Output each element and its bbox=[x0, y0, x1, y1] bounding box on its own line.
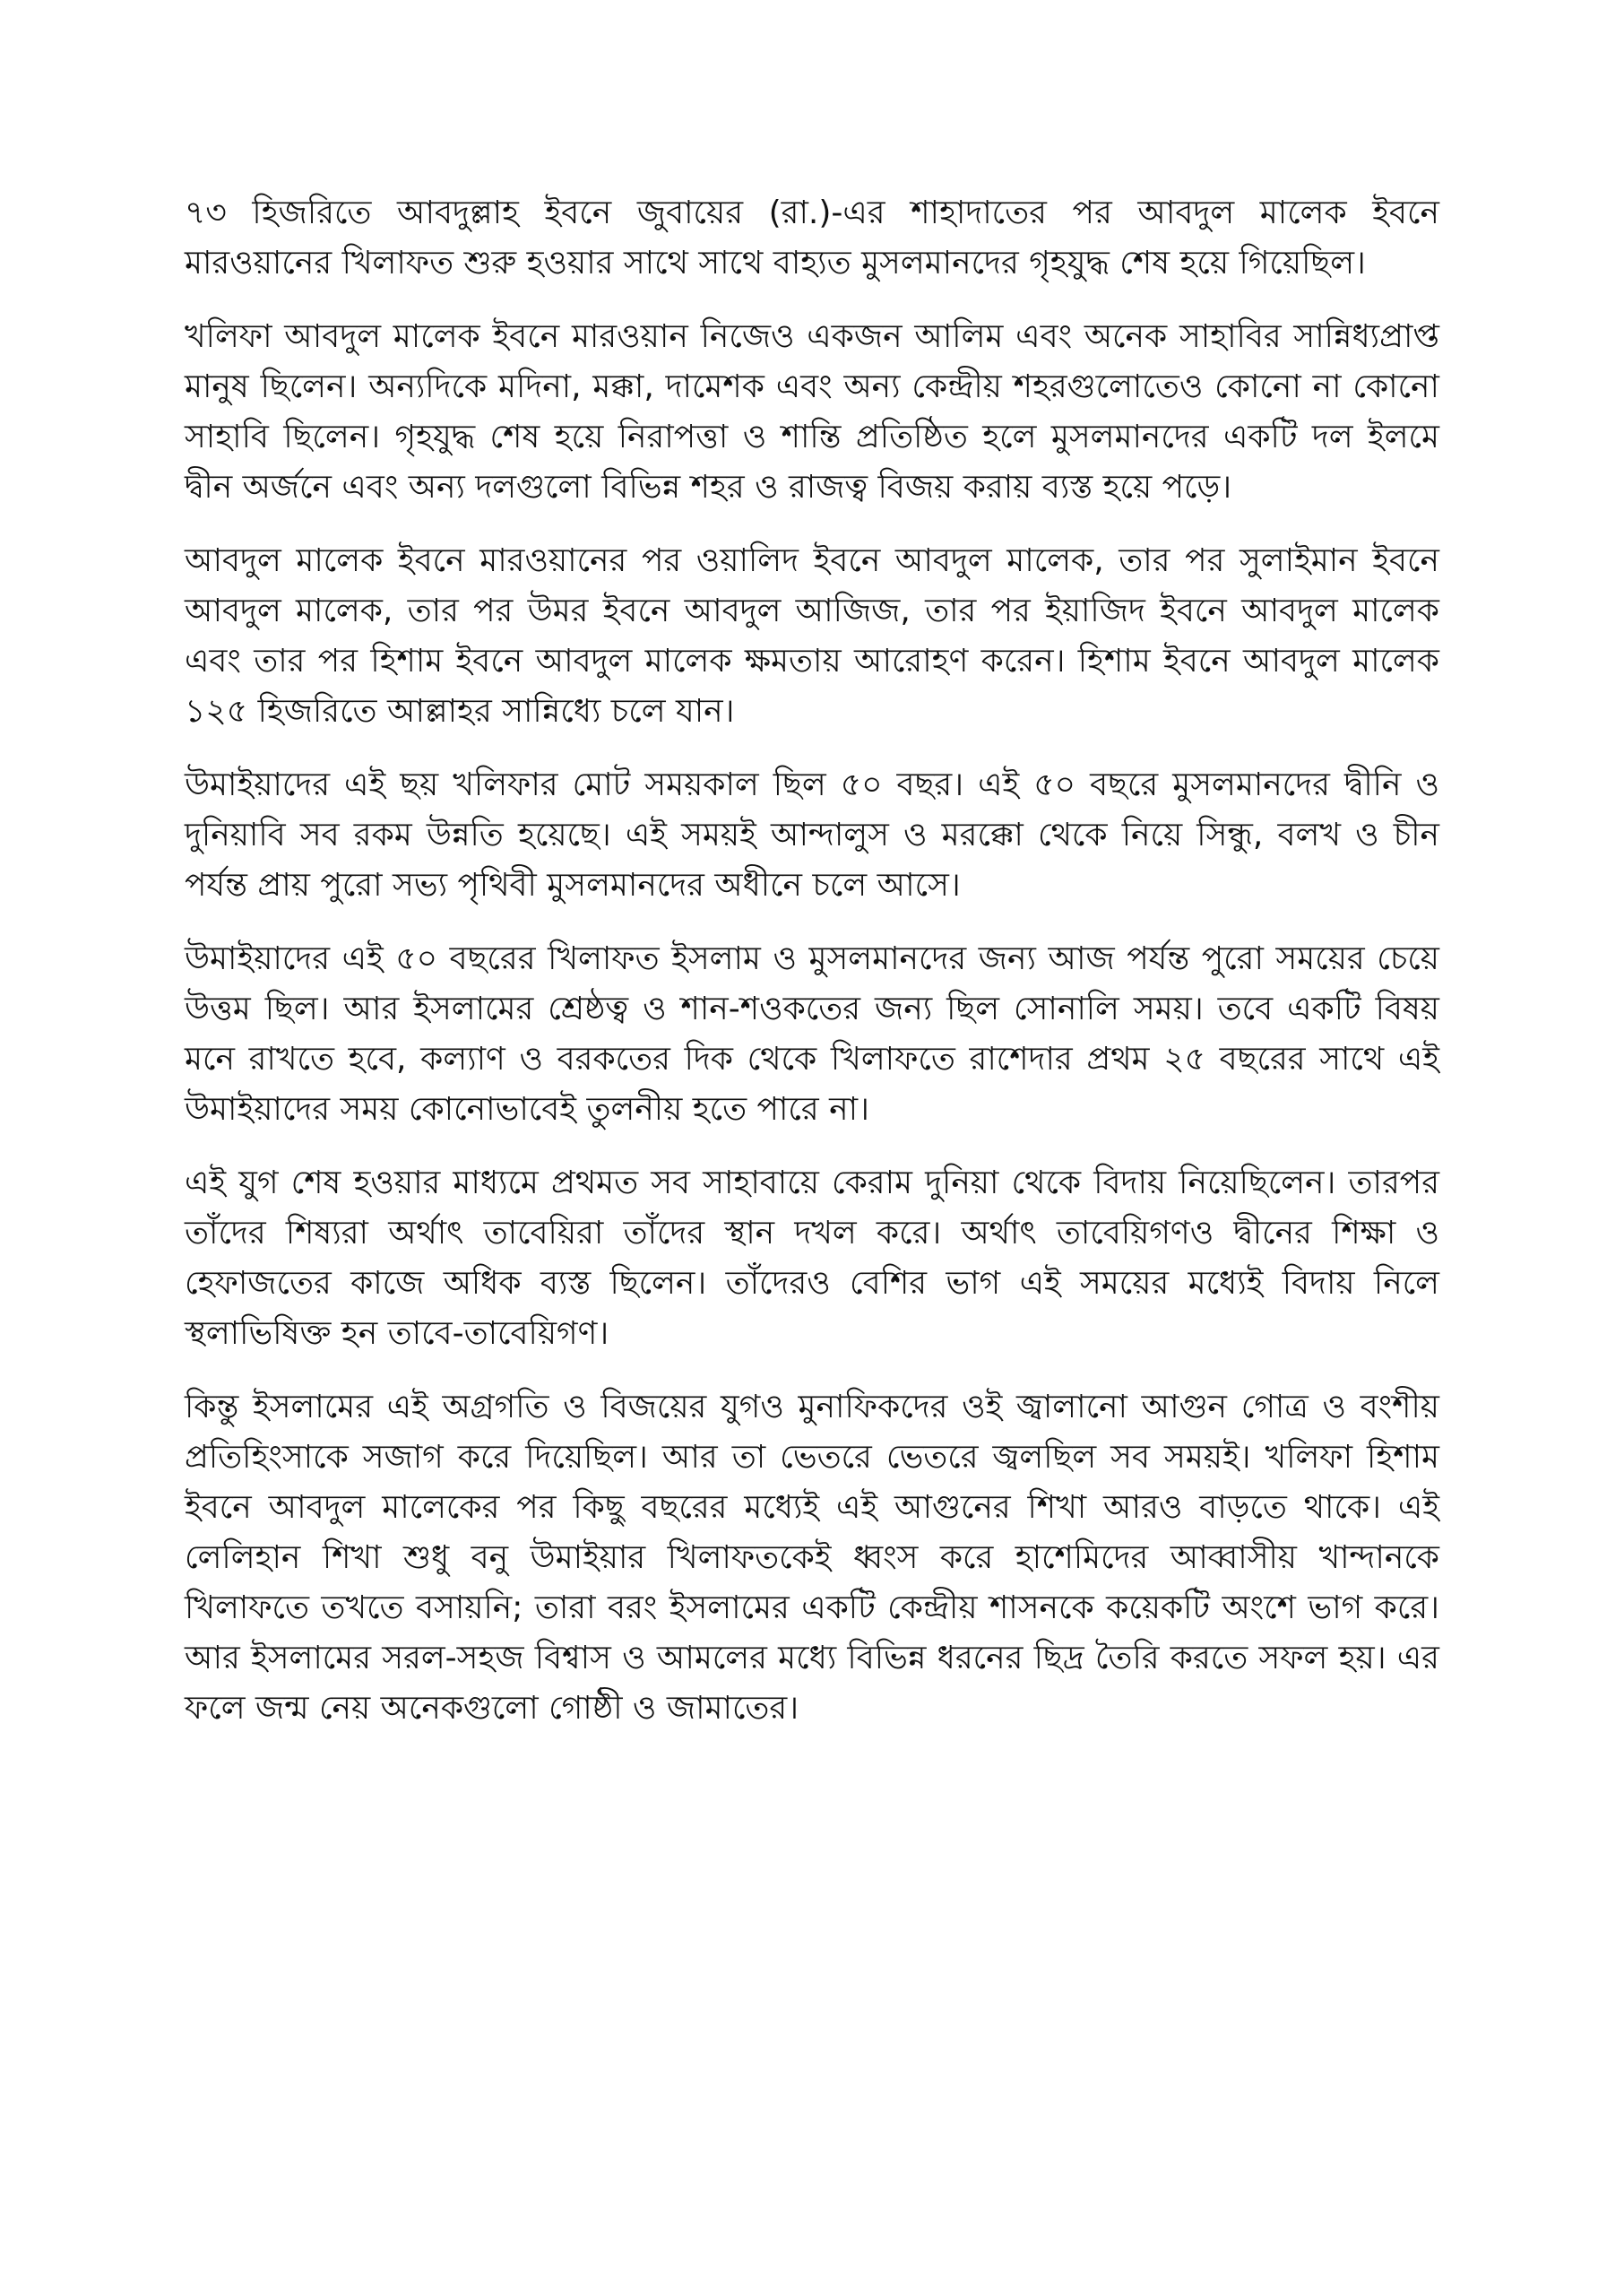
paragraph-6: এই যুগ শেষ হওয়ার মাধ্যমে প্রথমত সব সাহাবায়ে কেরাম দুনিয়া থেকে বিদায় নিয়েছিলেন। তারপর তাঁদের শিষ্যরা অর্থাৎ তাবেয়িরা তাঁদের স্থান দখল করে। অর্থাৎ তাবেয়িগণও দ্বীনের শিক্ষা ও হেফাজতের কাজে অধিক ব্যস্ত ছিলেন। তাঁদেরও বেশির ভাগ এই সময়ের মধ্যেই বিদায় নিলে স্থলাভিষিক্ত হন তাবে-তাবেয়িগণ। bbox=[185, 1165, 1439, 1352]
paragraph-3: আবদুল মালেক ইবনে মারওয়ানের পর ওয়ালিদ ইবনে আবদুল মালেক, তার পর সুলাইমান ইবনে আবদুল মালেক, তার পর উমর ইবনে আবদুল আজিজ, তার পর ইয়াজিদ ইবনে আবদুল মালেক এবং তার পর হিশাম ইবনে আবদুল মালেক ক্ষমতায় আরোহণ করেন। হিশাম ইবনে আবদুল মালেক ১২৫ হিজরিতে আল্লাহর সান্নিধ্যে চলে যান। bbox=[185, 542, 1439, 730]
paragraph-1: ৭৩ হিজরিতে আবদুল্লাহ ইবনে জুবায়ের (রা.)-এর শাহাদাতের পর আবদুল মালেক ইবনে মারওয়ানের খিলাফত শুরু হওয়ার সাথে সাথে বাহ্যত মুসলমানদের গৃহযুদ্ধ শেষ হয়ে গিয়েছিল। bbox=[185, 195, 1439, 281]
document-body bbox=[185, 188, 1439, 1757]
paragraph-4: উমাইয়াদের এই ছয় খলিফার মোট সময়কাল ছিল ৫০ বছর। এই ৫০ বছরে মুসলমানদের দ্বীনি ও দুনিয়াবি সব রকম উন্নতি হয়েছে। এই সময়ই আন্দালুস ও মরক্কো থেকে নিয়ে সিন্ধু, বলখ ও চীন পর্যন্ত প্রায় পুরো সভ্য পৃথিবী মুসলমানদের অধীনে চলে আসে। bbox=[185, 766, 1439, 904]
paragraph-7: কিন্তু ইসলামের এই অগ্রগতি ও বিজয়ের যুগও মুনাফিকদের ওই জ্বালানো আগুন গোত্র ও বংশীয় প্রতিহিংসাকে সজাগ করে দিয়েছিল। আর তা ভেতরে ভেতরে জ্বলছিল সব সময়ই। খলিফা হিশাম ইবনে আবদুল মালেকের পর কিছু বছরের মধ্যেই এই আগুনের শিখা আরও বাড়তে থাকে। এই লেলিহান শিখা শুধু বনু উমাইয়ার খিলাফতকেই ধ্বংস করে হাশেমিদের আব্বাসীয় খান্দানকে খিলাফতে তখতে বসায়নি; তারা বরং ইসলামের একটি কেন্দ্রীয় শাসনকে কয়েকটি অংশে ভাগ করে। আর ইসলামের সরল-সহজ বিশ্বাস ও আমলের মধ্যে বিভিন্ন ধরনের ছিদ্র তৈরি করতে সফল হয়। এর ফলে জন্ম নেয় অনেকগুলো গোষ্ঠী ও জামাতের। bbox=[185, 1389, 1439, 1727]
paragraph-5: উমাইয়াদের এই ৫০ বছরের খিলাফত ইসলাম ও মুসলমানদের জন্য আজ পর্যন্ত পুরো সময়ের চেয়ে উত্তম ছিল। আর ইসলামের শ্রেষ্ঠত্ব ও শান-শওকতের জন্য ছিল সোনালি সময়। তবে একটি বিষয় মনে রাখতে হবে, কল্যাণ ও বরকতের দিক থেকে খিলাফতে রাশেদার প্রথম ২৫ বছরের সাথে এই উমাইয়াদের সময় কোনোভাবেই তুলনীয় হতে পারে না। bbox=[185, 940, 1439, 1128]
paragraph-2: খলিফা আবদুল মালেক ইবনে মারওয়ান নিজেও একজন আলিম এবং অনেক সাহাবির সান্নিধ্যপ্রাপ্ত মানুষ ছিলেন। অন্যদিকে মদিনা, মক্কা, দামেশক এবং অন্য কেন্দ্রীয় শহরগুলোতেও কোনো না কোনো সাহাবি ছিলেন। গৃহযুদ্ধ শেষ হয়ে নিরাপত্তা ও শান্তি প্রতিষ্ঠিত হলে মুসলমানদের একটি দল ইলমে দ্বীন অর্জনে এবং অন্য দলগুলো বিভিন্ন শহর ও রাজত্ব বিজয় করায় ব্যস্ত হয়ে পড়ে। bbox=[185, 318, 1439, 506]
